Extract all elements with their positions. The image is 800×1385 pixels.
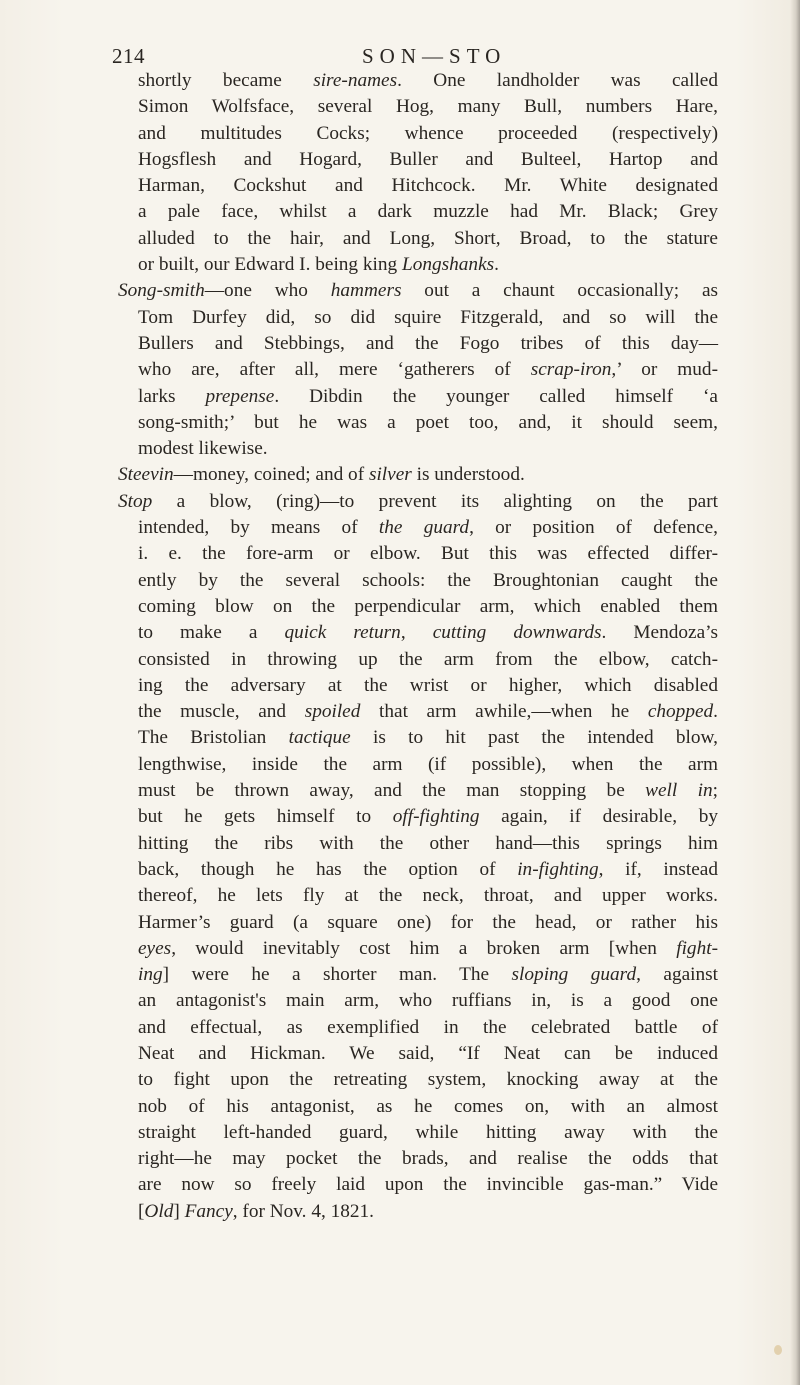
text-line: Bullers and Stebbings, and the Fogo tribes of this day—: [138, 332, 718, 354]
text-line: back, though he has the option of in-fighting, if, instead: [138, 858, 718, 880]
text-line: Song-smith—one who hammers out a chaunt occasionally; as: [118, 280, 719, 302]
running-head: SON—STO: [362, 44, 507, 68]
text-line: hitting the ribs with the other hand—this springs him: [138, 832, 718, 854]
text-line: coming blow on the perpendicular arm, which enabled them: [138, 595, 718, 617]
text-line: who are, after all, mere ‘gatherers of scrap-iron,’ or mud-: [138, 359, 718, 381]
text-line: shortly became sire-names. One landholder was called: [138, 70, 718, 91]
body-text: [118, 68, 718, 1225]
text-line: consisted in throwing up the arm from the elbow, catch-: [138, 648, 718, 670]
text-line: song-smith;’ but he was a poet too, and, it should seem,: [138, 411, 718, 433]
text-line: a pale face, whilst a dark muzzle had Mr. Black; Grey: [138, 201, 718, 223]
text-line: Steevin—money, coined; and of silver is understood.: [118, 464, 525, 486]
paper-stain: [774, 1345, 782, 1355]
text-line: thereof, he lets fly at the neck, throat, and upper works.: [138, 885, 718, 907]
text-line: the muscle, and spoiled that arm awhile,—when he chopped.: [138, 701, 718, 723]
text-line: alluded to the hair, and Long, Short, Broad, to the stature: [138, 227, 718, 249]
text-line: Harmer’s guard (a square one) for the head, or rather his: [138, 911, 718, 933]
text-line: [Old] Fancy, for Nov. 4, 1821.: [138, 1200, 374, 1222]
text-line: right—he may pocket the brads, and realise the odds that: [138, 1148, 718, 1170]
text-line: to fight upon the retreating system, knocking away at the: [138, 1069, 718, 1091]
text-line: or built, our Edward I. being king Longshanks.: [138, 254, 499, 276]
text-line: Tom Durfey did, so did squire Fitzgerald, and so will the: [138, 306, 718, 328]
text-line: and multitudes Cocks; whence proceeded (respectively): [138, 122, 718, 144]
text-line: are now so freely laid upon the invincible gas-man.” Vide: [138, 1174, 718, 1196]
text-line: i. e. the fore-arm or elbow. But this was effected differ-: [138, 543, 718, 565]
text-line: an antagonist's main arm, who ruffians in, is a good one: [138, 990, 718, 1012]
text-line: eyes, would inevitably cost him a broken arm [when fight-: [138, 937, 718, 959]
text-line: nob of his antagonist, as he comes on, with an almost: [138, 1095, 718, 1117]
text-line: but he gets himself to off-fighting again, if desirable, by: [138, 806, 718, 828]
text-line: ing] were he a shorter man. The sloping guard, against: [138, 964, 718, 986]
text-line: Hogsflesh and Hogard, Buller and Bulteel, Hartop and: [138, 148, 718, 170]
text-line: ing the adversary at the wrist or higher, which disabled: [138, 674, 718, 696]
text-line: larks prepense. Dibdin the younger called himself ‘a: [138, 385, 718, 407]
page-edge-shadow: [790, 0, 800, 1385]
text-line: Simon Wolfsface, several Hog, many Bull, numbers Hare,: [138, 96, 718, 118]
text-line: to make a quick return, cutting downwards. Mendoza’s: [138, 622, 719, 644]
page-number: 214: [112, 44, 145, 68]
text-line: Harman, Cockshut and Hitchcock. Mr. White designated: [138, 175, 718, 197]
text-line: Neat and Hickman. We said, “If Neat can be induced: [138, 1042, 718, 1064]
text-line: straight left-handed guard, while hitting away with the: [138, 1121, 718, 1143]
text-line: and effectual, as exemplified in the celebrated battle of: [138, 1016, 718, 1038]
text-line: ently by the several schools: the Broughtonian caught the: [138, 569, 718, 591]
text-line: The Bristolian tactique is to hit past the intended blow,: [138, 727, 719, 749]
text-line: intended, by means of the guard, or position of defence,: [138, 517, 718, 539]
text-line: lengthwise, inside the arm (if possible), when the arm: [138, 753, 718, 775]
text-line: Stop a blow, (ring)—to prevent its alighting on the part: [118, 490, 718, 512]
text-line: must be thrown away, and the man stopping be well in;: [138, 780, 719, 802]
text-line: modest likewise.: [138, 438, 268, 460]
